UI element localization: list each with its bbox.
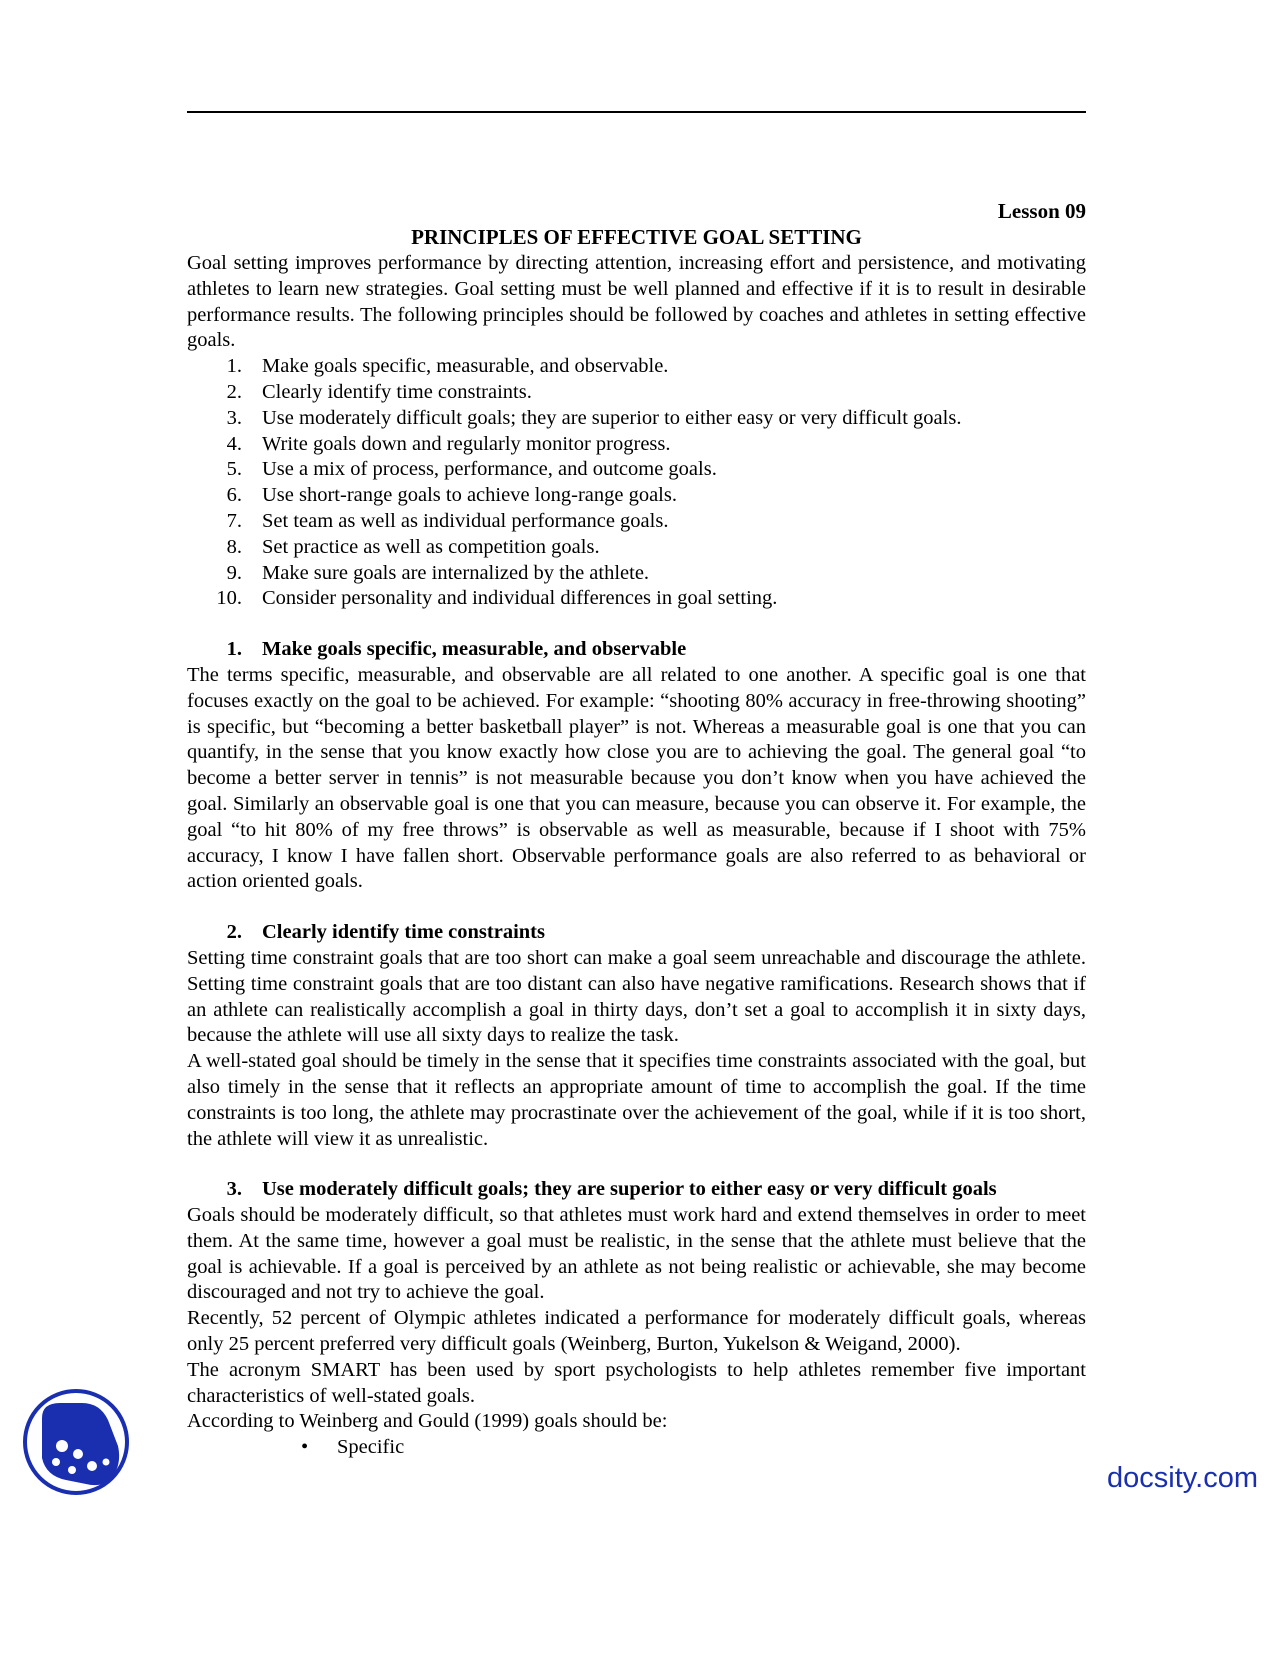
bullet-text: Specific (337, 1436, 405, 1459)
lesson-number: Lesson 09 (997, 199, 1086, 223)
list-text: Consider personality and individual differences in goal setting. (262, 587, 778, 610)
section-2-body-2: A well-stated goal should be timely in the sense that it specifies time constraints associated with the goal, but also timely in the sense that it reflects an appropriate amount of time to accomplish the goal. If the time constraints is too long, the athlete may procrastinate over the achievement of the goal, while if it is too short, the athlete will view it as unrealistic. (187, 1050, 1086, 1150)
list-text: Set practice as well as competition goals. (262, 535, 600, 558)
section-1-body: The terms specific, measurable, and observable are all related to one another. A specific goal is one that focuses exactly on the goal to be achieved. For example: “shooting 80% accuracy in free-throwing shooting” is specific, but “becoming a better basketball player” is not. Whereas a measurable goal is one that you can quantify, in the sense that you know exactly how close you are to achieving the goal. The general goal “to become a better server in tennis” is not measurable because you don’t know when you have achieved the goal. Similarly an observable goal is one that you can measure, because you can observe it. For example, the goal “to hit 80% of my free throws” is observable as well as measurable, because if I shoot with 75% accuracy, I know I have fallen short. Observable performance goals are also referred to as behavioral or action oriented goals. (187, 663, 1086, 893)
docsity-brand-link[interactable]: docsity.com (1107, 1462, 1258, 1494)
list-text: Make goals specific, measurable, and observable. (262, 355, 669, 378)
header-rule (187, 111, 1086, 113)
section-1-heading (187, 637, 1086, 663)
principles-list (187, 354, 1086, 612)
bullet-item (187, 1435, 1086, 1461)
section-number: 1. (226, 638, 242, 661)
section-title: Make goals specific, measurable, and observable (262, 638, 687, 661)
list-text: Use a mix of process, performance, and outcome goals. (262, 458, 717, 481)
section-2-heading (187, 920, 1086, 946)
section-number: 3. (226, 1178, 242, 1201)
list-number: 3. (226, 406, 242, 429)
list-number: 1. (226, 355, 242, 378)
list-item (187, 406, 1086, 432)
list-text: Set team as well as individual performance goals. (262, 509, 669, 532)
list-item (187, 457, 1086, 483)
list-number: 7. (226, 509, 242, 532)
docsity-logo-icon[interactable] (22, 1388, 130, 1496)
list-text: Use short-range goals to achieve long-range goals. (262, 484, 677, 507)
list-number: 6. (226, 484, 242, 507)
list-item (187, 586, 1086, 612)
list-number: 10. (216, 587, 242, 610)
list-text: Use moderately difficult goals; they are superior to either easy or very difficult goals. (262, 406, 962, 429)
section-3-body-1: Goals should be moderately difficult, so that athletes must work hard and extend themselves in order to meet them. At the same time, however a goal must be realistic, in the sense that the athlete must believe that the goal is achievable. If a goal is perceived by an athlete as not being realistic or achievable, she may become discouraged and not try to achieve the goal. (187, 1204, 1086, 1304)
document-body (187, 198, 1086, 1461)
section-title: Clearly identify time constraints (262, 921, 545, 944)
list-item (187, 432, 1086, 458)
list-item (187, 535, 1086, 561)
section-3-body-4: According to Weinberg and Gould (1999) goals should be: (187, 1410, 668, 1433)
list-text: Clearly identify time constraints. (262, 380, 532, 403)
intro-paragraph: Goal setting improves performance by directing attention, increasing effort and persistence, and motivating athletes to learn new strategies. Goal setting must be well planned and effective if it is to result in desirable performance results. The following principles should be followed by coaches and athletes in setting effective goals. (187, 252, 1086, 352)
list-item (187, 561, 1086, 587)
list-text: Make sure goals are internalized by the athlete. (262, 561, 650, 584)
page-title: PRINCIPLES OF EFFECTIVE GOAL SETTING (411, 225, 862, 249)
section-3-heading (187, 1177, 1086, 1203)
section-title: Use moderately difficult goals; they are superior to either easy or very difficult goals (262, 1178, 997, 1201)
section-number: 2. (226, 921, 242, 944)
list-number: 2. (226, 380, 242, 403)
list-item (187, 509, 1086, 535)
smart-bullet-list (187, 1435, 1086, 1461)
list-number: 5. (226, 458, 242, 481)
section-2-body-1: Setting time constraint goals that are too short can make a goal seem unreachable and discourage the athlete. Setting time constraint goals that are too distant can also have negative ramifications. Research shows that if an athlete can realistically accomplish a goal in thirty days, don’t set a goal to accomplish it in sixty days, because the athlete will use all sixty days to realize the task. (187, 946, 1086, 1047)
section-3-body-2: Recently, 52 percent of Olympic athletes indicated a performance for moderately difficult goals, whereas only 25 percent preferred very difficult goals (Weinberg, Burton, Yukelson & Weigand, 2000). (187, 1307, 1086, 1356)
list-text: Write goals down and regularly monitor progress. (262, 432, 671, 455)
list-number: 9. (226, 561, 242, 584)
section-3-body-3: The acronym SMART has been used by sport psychologists to help athletes remember five important characteristics of well-stated goals. (187, 1358, 1086, 1407)
list-number: 4. (226, 432, 242, 455)
list-item (187, 380, 1086, 406)
list-item (187, 354, 1086, 380)
bullet-dot-icon: • (301, 1436, 309, 1459)
list-item (187, 483, 1086, 509)
list-number: 8. (226, 535, 242, 558)
